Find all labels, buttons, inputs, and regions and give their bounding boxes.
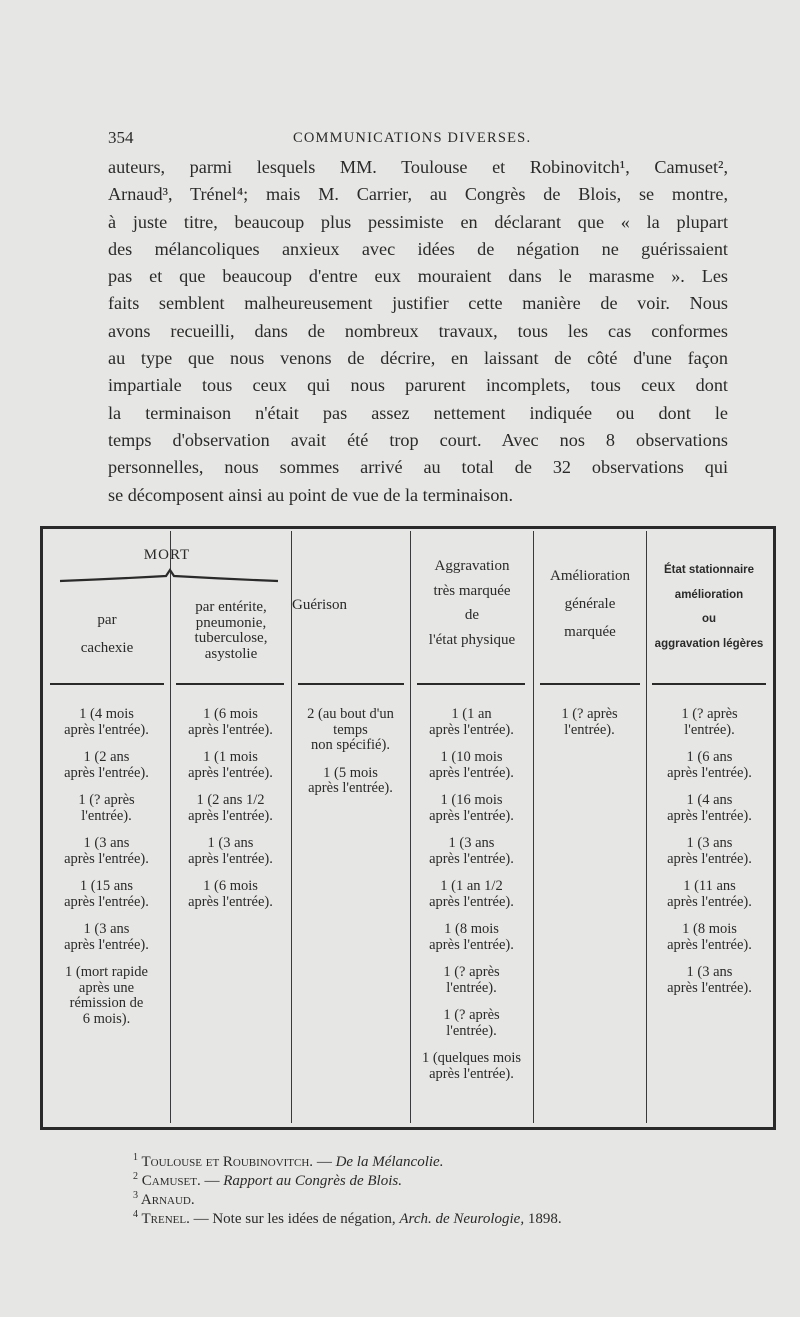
header-line: de (464, 607, 480, 623)
entry-line: l'entrée). (564, 721, 615, 738)
table-entry (533, 707, 646, 738)
page-header (108, 128, 708, 152)
entry-line: temps (333, 721, 368, 738)
entry-line: après l'entrée). (429, 936, 514, 953)
entry-line: après l'entrée). (667, 893, 752, 910)
entry-line: après l'entrée). (64, 721, 149, 738)
footnote-sep: — Note sur les idées de négation, (189, 1211, 400, 1227)
table-entry (410, 965, 533, 996)
table-entry (170, 707, 291, 738)
header-amelioration (534, 562, 646, 646)
body-line: au type que nous venons de décrire, en laissant de côté d'une façon (108, 348, 728, 369)
table-entry (43, 750, 170, 781)
header-rule (417, 683, 525, 685)
column-aggravation (410, 707, 533, 1094)
entry-line: après l'entrée). (429, 893, 514, 910)
entry-line: après l'entrée). (429, 850, 514, 867)
entry-line: 6 mois). (82, 1010, 131, 1027)
header-line: par entérite, (195, 599, 267, 615)
entry-line: l'entrée). (81, 807, 132, 824)
table-entry (170, 879, 291, 910)
header-par-cachexie (48, 606, 166, 662)
page-number: 354 (108, 128, 134, 147)
column-enterite (170, 707, 291, 922)
entry-line: non spécifié). (311, 737, 390, 753)
header-rule (652, 683, 766, 685)
header-line: amélioration (674, 588, 744, 601)
body-line: la terminaison n'était pas assez nettement indiquée ou dont le (108, 402, 728, 423)
footnote-sep: — (200, 1173, 224, 1189)
table-entry (646, 793, 773, 824)
table-entry (646, 836, 773, 867)
body-line: pas et que beaucoup d'entre eux mouraient dans le marasme ». Les (108, 266, 728, 287)
body-line: auteurs, parmi lesquels MM. Toulouse et Robinovitch¹, Camuset², (108, 157, 728, 177)
entry-line: après l'entrée). (64, 850, 149, 867)
entry-line: après une (78, 979, 135, 996)
entry-line: 1 (3 ans (686, 835, 733, 851)
body-line: faits semblent malheureusement justifier cette manière de voir. Nous (108, 293, 728, 314)
table-entry (410, 1008, 533, 1039)
header-line: tuberculose, (194, 630, 268, 646)
header-line: asystolie (204, 645, 258, 662)
table-entry (646, 879, 773, 910)
footnote-title: Rapport au Congrès de Blois. (223, 1173, 402, 1189)
entry-line: 1 (quelques mois (421, 1050, 522, 1066)
entry-line: après l'entrée). (429, 1065, 514, 1082)
footnotes (133, 1148, 753, 1227)
entry-line: après l'entrée). (667, 936, 752, 953)
header-line: l'état physique (428, 631, 516, 648)
table-entry (291, 766, 410, 797)
header-par-enterite (172, 600, 290, 662)
entry-line: 1 (5 mois (323, 764, 378, 781)
table-entry (646, 707, 773, 738)
header-line: ou (701, 613, 717, 625)
header-line: Guérison (292, 597, 347, 613)
table-entry (410, 922, 533, 953)
header-etat-stationnaire (647, 558, 771, 656)
entry-line: 1 (1 an (451, 706, 492, 722)
entry-line: l'entrée). (684, 721, 735, 738)
entry-line: après l'entrée). (308, 780, 393, 796)
table-entry (646, 922, 773, 953)
header-rule (540, 683, 640, 685)
column-etat (646, 707, 773, 1008)
entry-line: 1 (1 an 1/2 (440, 878, 503, 894)
entry-line: après l'entrée). (188, 721, 273, 738)
entry-line: après l'entrée). (188, 850, 273, 867)
mort-brace (58, 568, 280, 584)
header-guerison (292, 596, 347, 614)
header-line: État stationnaire (663, 564, 755, 576)
body-line: temps d'observation avait été trop court. Avec nos 8 observations (108, 429, 728, 450)
entry-line: après l'entrée). (667, 979, 752, 996)
entry-line: 1 (2 ans 1/2 (196, 792, 265, 808)
header-rule (298, 683, 404, 685)
header-line: Amélioration (550, 568, 630, 584)
footnote-mark: 4 (133, 1209, 138, 1220)
table-entry (170, 750, 291, 781)
body-line: avons recueilli, dans de nombreux travaux, tous les cas conformes (108, 320, 728, 341)
entry-line: après l'entrée). (188, 807, 273, 824)
table-entry (170, 793, 291, 824)
entry-line: 1 (8 mois (444, 921, 499, 937)
entry-line: 1 (3 ans (686, 964, 733, 980)
entry-line: après l'entrée). (64, 764, 149, 781)
entry-line: 1 (15 ans (79, 878, 134, 894)
mort-header: MORT (143, 547, 191, 563)
table-entry (43, 793, 170, 824)
table-entry (410, 707, 533, 738)
header-line: pneumonie, (195, 614, 267, 631)
table-entry (646, 965, 773, 996)
entry-line: 1 (16 mois (440, 792, 503, 808)
body-line: se décomposent ainsi au point de vue de la terminaison. (108, 484, 514, 505)
entry-line: 1 (? après (443, 964, 500, 980)
table-entry (43, 879, 170, 910)
entry-line: 1 (3 ans (83, 921, 130, 937)
entry-line: après l'entrée). (667, 764, 752, 781)
table-entry (170, 836, 291, 867)
footnote-mark: 3 (133, 1190, 138, 1201)
footnote-author: Arnaud. (138, 1192, 195, 1208)
entry-line: 1 (8 mois (682, 921, 737, 937)
entry-line: 1 (? après (443, 1007, 500, 1023)
header-line: générale (564, 596, 616, 612)
header-line: cachexie (80, 640, 134, 656)
entry-line: 1 (? après (561, 706, 618, 722)
column-guerison (291, 707, 410, 809)
entry-line: 1 (? après (681, 706, 738, 722)
entry-line: 1 (10 mois (440, 749, 503, 765)
entry-line: l'entrée). (446, 979, 497, 996)
running-head: COMMUNICATIONS DIVERSES. (293, 130, 532, 146)
table-entry (43, 922, 170, 953)
footnote-sep: — (313, 1154, 336, 1170)
header-aggravation (411, 554, 533, 652)
entry-line: 1 (3 ans (448, 835, 495, 851)
header-line: aggravation légères (654, 637, 764, 650)
entry-line: 1 (6 mois (203, 878, 258, 894)
table-entry (410, 879, 533, 910)
body-line: Arnaud³, Trénel⁴; mais M. Carrier, au Congrès de Blois, se montre, (108, 184, 728, 205)
table-entry (410, 750, 533, 781)
entry-line: 1 (2 ans (83, 749, 130, 765)
entry-line: l'entrée). (446, 1022, 497, 1039)
table-entry (43, 836, 170, 867)
header-line: par (97, 612, 117, 628)
entry-line: 1 (mort rapide (65, 964, 148, 980)
entry-line: après l'entrée). (64, 936, 149, 953)
footnote-mark: 1 (133, 1152, 138, 1163)
entry-line: 1 (3 ans (83, 835, 130, 851)
footnote-author: Toulouse et Roubinovitch. (138, 1154, 314, 1170)
header-line: Aggravation (434, 558, 510, 574)
table-entry (291, 707, 410, 754)
table-entry (410, 836, 533, 867)
header-rule (176, 683, 284, 685)
body-line: personnelles, nous sommes arrivé au total de 32 observations qui (108, 457, 728, 478)
entry-line: après l'entrée). (667, 807, 752, 824)
table-entry (410, 793, 533, 824)
table-entry (43, 707, 170, 738)
footnote-title: Arch. de Neurologie, (399, 1211, 525, 1227)
entry-line: 1 (4 mois (79, 706, 134, 722)
entry-line: après l'entrée). (64, 893, 149, 910)
entry-line: après l'entrée). (429, 721, 514, 738)
header-line: très marquée (433, 582, 511, 599)
table-entry (43, 965, 170, 1027)
header-line: marquée (564, 624, 616, 640)
entry-line: après l'entrée). (429, 807, 514, 824)
body-line: impartiale tous ceux qui nous parurent incomplets, tous ceux dont (108, 375, 728, 396)
entry-line: 2 (au bout d'un (307, 706, 394, 722)
table-entry (410, 1051, 533, 1082)
footnote-mark: 2 (133, 1171, 138, 1182)
entry-line: 1 (11 ans (683, 878, 736, 894)
body-paragraph (108, 154, 728, 509)
entry-line: après l'entrée). (667, 850, 752, 867)
header-rule (50, 683, 164, 685)
entry-line: rémission de (69, 995, 144, 1011)
footnote-author: Camuset. (138, 1173, 201, 1189)
entry-line: 1 (1 mois (203, 749, 258, 765)
table-entry (646, 750, 773, 781)
footnote (133, 1205, 753, 1227)
footnote-title: De la Mélancolie. (335, 1154, 444, 1170)
footnote (133, 1148, 753, 1170)
entry-line: 1 (? après (78, 792, 135, 808)
entry-line: 1 (3 ans (207, 835, 254, 851)
body-line: des mélancoliques anxieux avec idées de négation ne guérissaient (108, 238, 728, 259)
entry-line: 1 (4 ans (686, 792, 733, 808)
column-cachexie (43, 707, 170, 1039)
entry-line: 1 (6 mois (203, 706, 258, 722)
footnote-rest: 1898. (524, 1211, 562, 1227)
entry-line: après l'entrée). (188, 893, 273, 910)
entry-line: 1 (6 ans (686, 749, 733, 765)
column-amelioration (533, 707, 646, 750)
footnote-author: Trenel. (138, 1211, 190, 1227)
column-divider (291, 531, 292, 1123)
body-line: à juste titre, beaucoup plus pessimiste en déclarant que « la plupart (108, 211, 728, 232)
entry-line: après l'entrée). (429, 764, 514, 781)
entry-line: après l'entrée). (188, 764, 273, 781)
